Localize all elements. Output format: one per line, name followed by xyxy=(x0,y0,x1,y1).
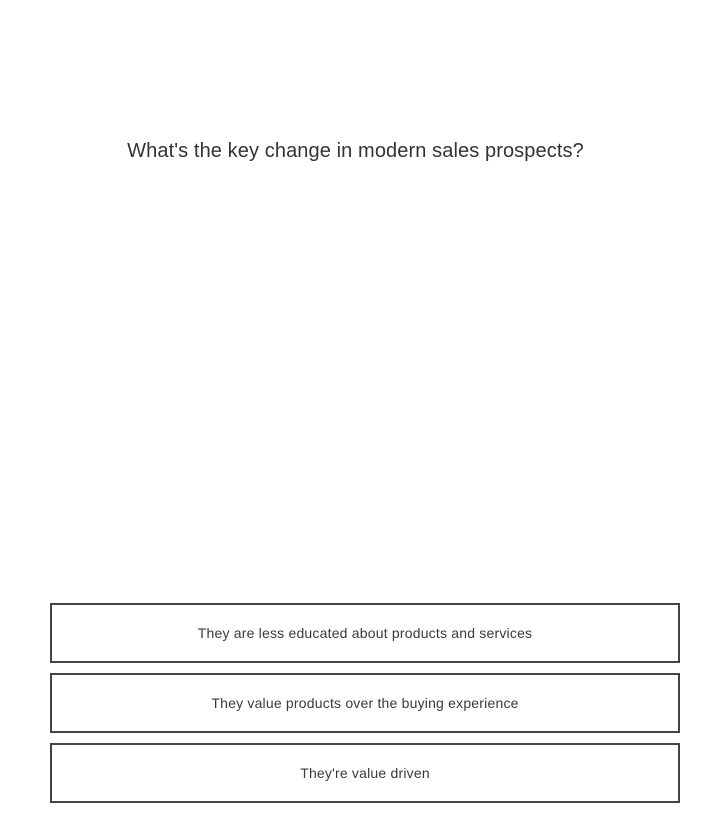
answer-option-label: They are less educated about products and services xyxy=(197,625,533,641)
question-text: What's the key change in modern sales prospects? xyxy=(127,140,584,162)
answer-list xyxy=(50,603,680,813)
answer-option-3[interactable] xyxy=(50,743,680,803)
answer-option-label: They're value driven xyxy=(300,765,430,781)
answer-option-1[interactable] xyxy=(50,603,680,663)
answer-option-label: They value products over the buying experience xyxy=(211,695,519,711)
answer-option-2[interactable] xyxy=(50,673,680,733)
